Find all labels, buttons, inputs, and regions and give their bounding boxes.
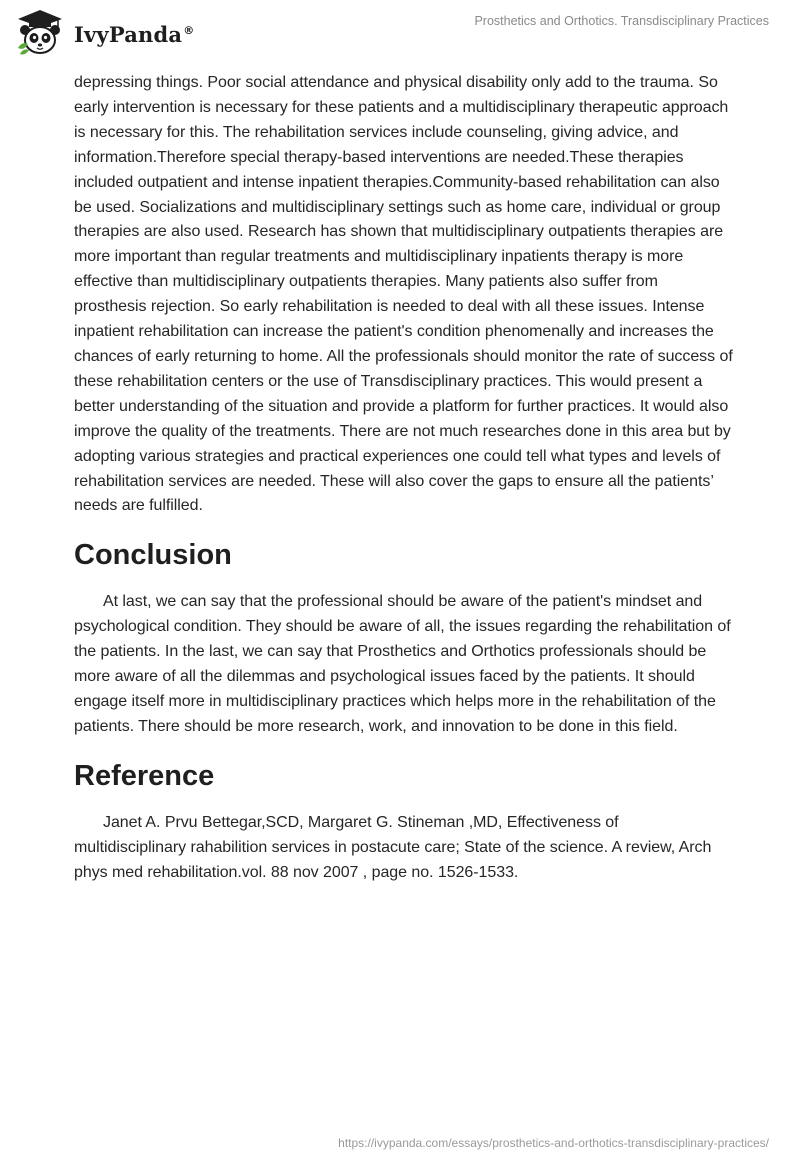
conclusion-paragraph: At last, we can say that the professional should be aware of the patient's mindset and psychological condition. They should be aware of all, the issues regarding the rehabilitation of the patients. In the last, we can say that Prosthetics and Orthotics professionals should be more aware of all the dilemmas and psychological issues faced by the patients. It should engage itself more in multidisciplinary practices which helps more in the rehabilitation of the patients. There should be more research, work, and innovation to be done in this field.: [74, 593, 731, 735]
conclusion-heading: Conclusion: [74, 539, 232, 572]
document-title: Prosthetics and Orthotics. Transdisciplinary Practices: [474, 14, 769, 28]
brand-name: IvyPanda®: [74, 21, 195, 47]
panda-graduation-cap-icon: [14, 8, 66, 56]
source-url[interactable]: https://ivypanda.com/essays/prosthetics-and-orthotics-transdisciplinary-practices/: [338, 1136, 769, 1150]
page-header: [0, 0, 800, 62]
reference-entry: Janet A. Prvu Bettegar,SCD, Margaret G. Stineman ,MD, Effectiveness of multidisciplinary rahabilition services in postacute care; State of the science. A review, Arch phys med rehabilitation.vol. 88 nov 2007 , page no. 1526-1533.: [74, 813, 712, 881]
reference-heading: Reference: [74, 759, 215, 792]
ivypanda-logo[interactable]: [14, 8, 194, 56]
intro-paragraph: depressing things. Poor social attendance and physical disability only add to the trauma. So early intervention is necessary for these patients and a multidisciplinary therapeutic approach is necessary for this. The rehabilitation services include counseling, giving advice, and information.Therefore special therapy-based interventions are needed.These therapies included outpatient and intense inpatient therapies.Community-based rehabilitation can also be used. Socializations and multidisciplinary settings such as home care, individual or group therapies are also used. Research has shown that multidisciplinary outpatients therapies are more important than regular treatments and multidisciplinary inpatients therapy is more effective than multidisciplinary outpatients therapies. Many patients also suffer from prosthesis rejection. So early rehabilitation is needed to deal with all these issues. Intense inpatient rehabilitation can increase the patient's condition phenomenally and increases the chances of early returning to home. All the professionals should monitor the rate of success of these rehabilitation centers or the use of Transdisciplinary practices. This would present a better understanding of the situation and provide a platform for further practices. It would also improve the quality of the treatments. There are not much researches done in this area but by adopting various strategies and practical experiences one could tell what types and levels of rehabilitation services are needed. These will also cover the gaps to ensure all the patients’ needs are fulfilled.: [74, 74, 733, 515]
essay-content: [74, 71, 734, 885]
